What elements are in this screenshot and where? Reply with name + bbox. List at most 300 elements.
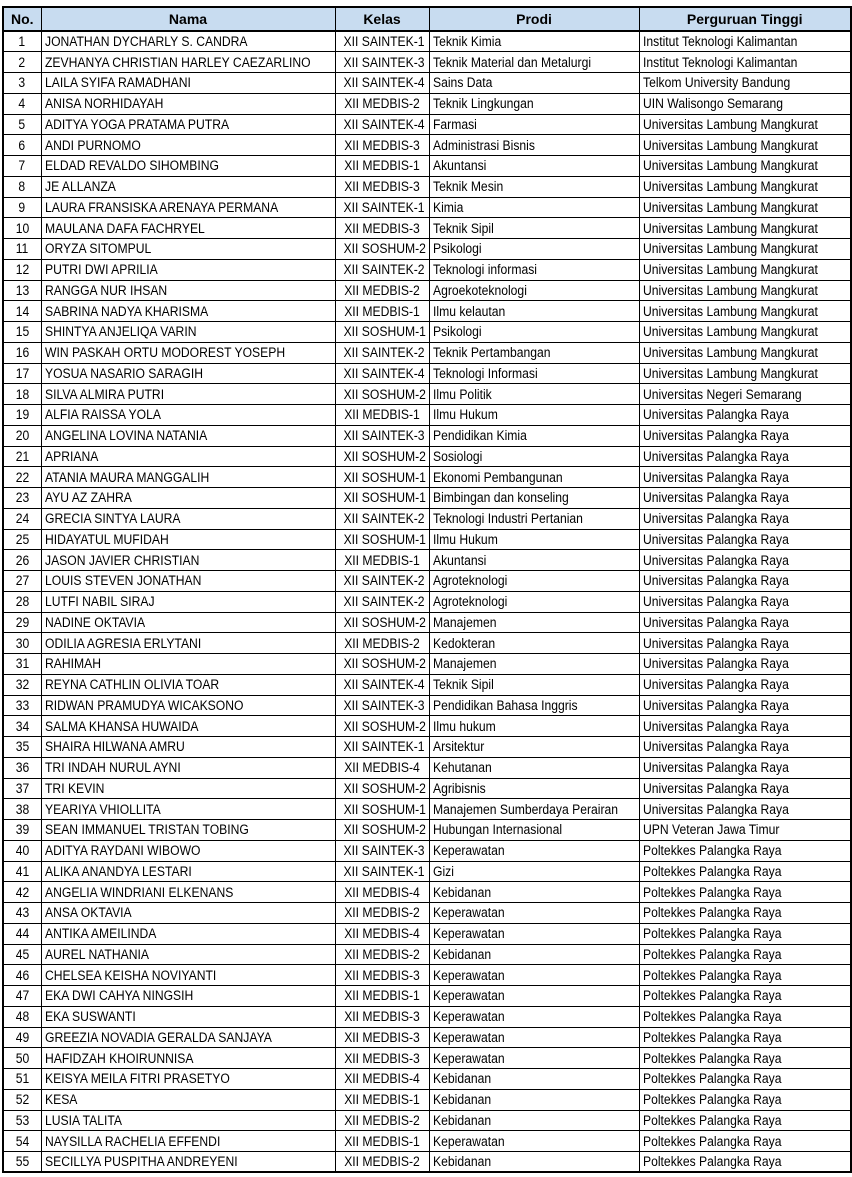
cell-no — [3, 508, 41, 529]
cell-text: XII SAINTEK-4 — [343, 365, 425, 381]
cell-text: Ilmu Hukum — [432, 407, 498, 423]
cell-text: Pendidikan Bahasa Inggris — [432, 697, 578, 713]
cell-kelas — [335, 156, 429, 177]
cell-text: APRIANA — [44, 448, 98, 464]
cell-nama — [41, 1027, 335, 1048]
cell-prodi — [429, 446, 639, 467]
cell-text: SHINTYA ANJELIQA VARIN — [44, 324, 196, 340]
cell-text: Poltekkes Palangka Raya — [642, 1050, 781, 1066]
cell-no — [3, 820, 41, 841]
cell-text: 23 — [15, 490, 30, 506]
cell-perguruan-tinggi — [639, 156, 851, 177]
table-row — [3, 944, 851, 965]
cell-text: NADINE OKTAVIA — [44, 614, 145, 630]
cell-text: 32 — [15, 677, 30, 693]
cell-text: WIN PASKAH ORTU MODOREST YOSEPH — [44, 345, 285, 361]
cell-no — [3, 1006, 41, 1027]
cell-text: 12 — [15, 262, 30, 278]
cell-prodi — [429, 612, 639, 633]
cell-text: Agroteknologi — [432, 573, 507, 589]
cell-text: XII MEDBIS-2 — [344, 1154, 420, 1170]
cell-perguruan-tinggi — [639, 31, 851, 52]
cell-perguruan-tinggi — [639, 488, 851, 509]
cell-text: Universitas Palangka Raya — [642, 760, 789, 776]
cell-prodi — [429, 176, 639, 197]
cell-text: 28 — [15, 594, 30, 610]
cell-nama — [41, 218, 335, 239]
cell-no — [3, 31, 41, 52]
cell-perguruan-tinggi — [639, 861, 851, 882]
cell-text: MAULANA DAFA FACHRYEL — [44, 220, 205, 236]
cell-text: 24 — [15, 511, 30, 527]
cell-text: XII SOSHUM-2 — [343, 241, 426, 257]
cell-kelas — [335, 820, 429, 841]
table-row — [3, 259, 851, 280]
cell-nama — [41, 840, 335, 861]
cell-prodi — [429, 529, 639, 550]
cell-kelas — [335, 197, 429, 218]
cell-text: YEARIYA VHIOLLITA — [44, 801, 161, 817]
cell-text: SALMA KHANSA HUWAIDA — [44, 718, 198, 734]
cell-no — [3, 1048, 41, 1069]
cell-nama — [41, 1089, 335, 1110]
cell-text: Poltekkes Palangka Raya — [642, 1029, 781, 1045]
cell-prodi — [429, 467, 639, 488]
cell-nama — [41, 695, 335, 716]
table-row — [3, 550, 851, 571]
cell-no — [3, 612, 41, 633]
table-row — [3, 612, 851, 633]
table-row — [3, 405, 851, 426]
table-row — [3, 176, 851, 197]
cell-kelas — [335, 1089, 429, 1110]
cell-kelas — [335, 1131, 429, 1152]
cell-text: Universitas Negeri Semarang — [642, 386, 802, 402]
cell-kelas — [335, 757, 429, 778]
cell-prodi — [429, 31, 639, 52]
cell-kelas — [335, 93, 429, 114]
cell-text: XII MEDBIS-4 — [344, 760, 420, 776]
cell-kelas — [335, 52, 429, 73]
cell-text: Poltekkes Palangka Raya — [642, 1154, 781, 1170]
cell-text: 10 — [15, 220, 30, 236]
cell-prodi — [429, 882, 639, 903]
cell-perguruan-tinggi — [639, 757, 851, 778]
cell-text: Teknik Mesin — [432, 179, 503, 195]
cell-no — [3, 633, 41, 654]
table-row — [3, 218, 851, 239]
table-row — [3, 737, 851, 758]
cell-text: Pendidikan Kimia — [432, 428, 527, 444]
table-row — [3, 508, 851, 529]
cell-text: 27 — [15, 573, 30, 589]
cell-nama — [41, 1131, 335, 1152]
cell-text: XII MEDBIS-2 — [344, 96, 420, 112]
cell-prodi — [429, 342, 639, 363]
cell-kelas — [335, 342, 429, 363]
table-row — [3, 467, 851, 488]
cell-text: 52 — [15, 1092, 30, 1108]
cell-nama — [41, 73, 335, 94]
cell-no — [3, 716, 41, 737]
cell-text: Universitas Lambung Mangkurat — [642, 137, 818, 153]
cell-text: Universitas Palangka Raya — [642, 531, 789, 547]
cell-text: TRI KEVIN — [44, 780, 104, 796]
cell-kelas — [335, 654, 429, 675]
cell-no — [3, 73, 41, 94]
cell-nama — [41, 135, 335, 156]
cell-kelas — [335, 550, 429, 571]
cell-no — [3, 778, 41, 799]
table-row — [3, 529, 851, 550]
cell-text: Psikologi — [432, 241, 482, 257]
cell-perguruan-tinggi — [639, 259, 851, 280]
cell-perguruan-tinggi — [639, 695, 851, 716]
table-row — [3, 571, 851, 592]
cell-kelas — [335, 571, 429, 592]
cell-no — [3, 259, 41, 280]
cell-perguruan-tinggi — [639, 716, 851, 737]
cell-text: 39 — [15, 822, 30, 838]
cell-text: Teknologi Industri Pertanian — [432, 511, 583, 527]
table-row — [3, 384, 851, 405]
cell-text: Universitas Lambung Mangkurat — [642, 241, 818, 257]
cell-text: RIDWAN PRAMUDYA WICAKSONO — [44, 697, 243, 713]
cell-text: 50 — [15, 1050, 30, 1066]
cell-text: Universitas Palangka Raya — [642, 697, 789, 713]
cell-no — [3, 840, 41, 861]
cell-no — [3, 654, 41, 675]
cell-text: Institut Teknologi Kalimantan — [642, 34, 797, 50]
cell-text: Keperawatan — [432, 967, 505, 983]
column-header-nama: Nama — [41, 7, 335, 31]
cell-text: XII MEDBIS-3 — [344, 220, 420, 236]
cell-text: Universitas Palangka Raya — [642, 594, 789, 610]
cell-nama — [41, 405, 335, 426]
cell-text: Universitas Palangka Raya — [642, 469, 789, 485]
cell-text: 40 — [15, 843, 30, 859]
cell-kelas — [335, 716, 429, 737]
cell-nama — [41, 1152, 335, 1173]
cell-text: Agroteknologi — [432, 594, 507, 610]
cell-text: LUTFI NABIL SIRAJ — [44, 594, 155, 610]
cell-text: Telkom University Bandung — [642, 75, 790, 91]
cell-text: Poltekkes Palangka Raya — [642, 905, 781, 921]
cell-text: XII MEDBIS-1 — [344, 158, 420, 174]
cell-text: Ilmu Politik — [432, 386, 492, 402]
table-row — [3, 1048, 851, 1069]
cell-text: Kimia — [432, 199, 463, 215]
cell-text: Hubungan Internasional — [432, 822, 562, 838]
cell-perguruan-tinggi — [639, 405, 851, 426]
table-row — [3, 923, 851, 944]
cell-kelas — [335, 446, 429, 467]
cell-perguruan-tinggi — [639, 197, 851, 218]
cell-no — [3, 218, 41, 239]
cell-nama — [41, 612, 335, 633]
cell-perguruan-tinggi — [639, 654, 851, 675]
table-row — [3, 757, 851, 778]
cell-text: RAHIMAH — [44, 656, 101, 672]
cell-kelas — [335, 923, 429, 944]
cell-perguruan-tinggi — [639, 446, 851, 467]
cell-text: XII SAINTEK-4 — [343, 116, 425, 132]
cell-prodi — [429, 1069, 639, 1090]
table-row — [3, 322, 851, 343]
cell-no — [3, 1152, 41, 1173]
cell-text: Teknik Material dan Metalurgi — [432, 54, 591, 70]
cell-text: Universitas Palangka Raya — [642, 552, 789, 568]
table-row — [3, 301, 851, 322]
cell-no — [3, 301, 41, 322]
cell-text: XII SAINTEK-2 — [343, 594, 425, 610]
cell-prodi — [429, 197, 639, 218]
cell-text: ADITYA RAYDANI WIBOWO — [44, 843, 200, 859]
cell-text: Universitas Palangka Raya — [642, 448, 789, 464]
cell-prodi — [429, 986, 639, 1007]
cell-prodi — [429, 218, 639, 239]
cell-perguruan-tinggi — [639, 986, 851, 1007]
cell-kelas — [335, 467, 429, 488]
cell-text: Poltekkes Palangka Raya — [642, 1009, 781, 1025]
cell-nama — [41, 363, 335, 384]
cell-text: Gizi — [432, 863, 454, 879]
cell-kelas — [335, 778, 429, 799]
cell-text: HAFIDZAH KHOIRUNNISA — [44, 1050, 194, 1066]
cell-nama — [41, 280, 335, 301]
cell-kelas — [335, 1048, 429, 1069]
cell-text: 25 — [15, 531, 30, 547]
cell-text: XII MEDBIS-3 — [344, 1050, 420, 1066]
cell-text: Universitas Palangka Raya — [642, 407, 789, 423]
cell-prodi — [429, 1006, 639, 1027]
cell-text: 47 — [15, 988, 30, 1004]
cell-text: 2 — [18, 54, 26, 70]
table-row — [3, 1069, 851, 1090]
cell-text: Universitas Palangka Raya — [642, 718, 789, 734]
cell-text: 6 — [18, 137, 26, 153]
cell-text: 11 — [15, 241, 29, 257]
cell-nama — [41, 529, 335, 550]
cell-text: XII SOSHUM-2 — [343, 780, 426, 796]
cell-perguruan-tinggi — [639, 1027, 851, 1048]
cell-perguruan-tinggi — [639, 280, 851, 301]
cell-nama — [41, 446, 335, 467]
cell-text: 48 — [15, 1009, 30, 1025]
cell-text: XII SAINTEK-1 — [343, 739, 425, 755]
cell-prodi — [429, 571, 639, 592]
cell-nama — [41, 571, 335, 592]
column-header-kelas: Kelas — [335, 7, 429, 31]
cell-perguruan-tinggi — [639, 529, 851, 550]
cell-text: XII SAINTEK-2 — [343, 573, 425, 589]
cell-text: Universitas Lambung Mangkurat — [642, 282, 818, 298]
cell-prodi — [429, 550, 639, 571]
cell-text: 4 — [18, 96, 26, 112]
cell-perguruan-tinggi — [639, 342, 851, 363]
cell-text: 34 — [15, 718, 30, 734]
cell-text: Universitas Palangka Raya — [642, 801, 789, 817]
cell-text: Universitas Lambung Mangkurat — [642, 199, 818, 215]
table-row — [3, 156, 851, 177]
table-row — [3, 1152, 851, 1173]
cell-nama — [41, 591, 335, 612]
cell-kelas — [335, 218, 429, 239]
cell-kelas — [335, 1006, 429, 1027]
cell-no — [3, 799, 41, 820]
cell-kelas — [335, 280, 429, 301]
column-header-prodi: Prodi — [429, 7, 639, 31]
cell-text: Universitas Lambung Mangkurat — [642, 262, 818, 278]
cell-text: XII MEDBIS-1 — [344, 407, 420, 423]
cell-no — [3, 923, 41, 944]
cell-text: 13 — [15, 282, 30, 298]
cell-no — [3, 529, 41, 550]
cell-text: Keperawatan — [432, 843, 505, 859]
cell-perguruan-tinggi — [639, 923, 851, 944]
cell-perguruan-tinggi — [639, 239, 851, 260]
cell-text: AUREL NATHANIA — [44, 946, 149, 962]
cell-nama — [41, 52, 335, 73]
cell-text: Universitas Lambung Mangkurat — [642, 220, 818, 236]
cell-prodi — [429, 508, 639, 529]
cell-text: Akuntansi — [432, 552, 486, 568]
cell-perguruan-tinggi — [639, 571, 851, 592]
cell-text: XII SAINTEK-2 — [343, 262, 425, 278]
cell-text: 54 — [15, 1133, 30, 1149]
cell-nama — [41, 820, 335, 841]
cell-text: ODILIA AGRESIA ERLYTANI — [44, 635, 201, 651]
cell-perguruan-tinggi — [639, 1131, 851, 1152]
cell-text: Keperawatan — [432, 1009, 505, 1025]
cell-text: Kebidanan — [432, 1154, 491, 1170]
cell-prodi — [429, 322, 639, 343]
cell-text: 21 — [15, 448, 30, 464]
cell-perguruan-tinggi — [639, 965, 851, 986]
cell-text: XII MEDBIS-2 — [344, 1112, 420, 1128]
cell-text: Kedokteran — [432, 635, 495, 651]
cell-no — [3, 156, 41, 177]
cell-perguruan-tinggi — [639, 944, 851, 965]
cell-perguruan-tinggi — [639, 882, 851, 903]
cell-text: XII MEDBIS-4 — [344, 1071, 420, 1087]
cell-no — [3, 93, 41, 114]
cell-prodi — [429, 114, 639, 135]
cell-text: XII SOSHUM-2 — [343, 448, 426, 464]
cell-text: Universitas Palangka Raya — [642, 490, 789, 506]
cell-perguruan-tinggi — [639, 176, 851, 197]
cell-text: Teknologi Informasi — [432, 365, 538, 381]
cell-text: Poltekkes Palangka Raya — [642, 946, 781, 962]
cell-perguruan-tinggi — [639, 467, 851, 488]
cell-prodi — [429, 488, 639, 509]
cell-text: 43 — [15, 905, 30, 921]
cell-text: Teknik Sipil — [432, 220, 494, 236]
cell-text: YOSUA NASARIO SARAGIH — [44, 365, 203, 381]
cell-no — [3, 674, 41, 695]
table-row — [3, 1110, 851, 1131]
cell-text: SABRINA NADYA KHARISMA — [44, 303, 208, 319]
cell-nama — [41, 467, 335, 488]
cell-text: Poltekkes Palangka Raya — [642, 1071, 781, 1087]
cell-text: XII SAINTEK-1 — [343, 863, 425, 879]
table-row — [3, 674, 851, 695]
cell-text: 41 — [15, 863, 30, 879]
cell-kelas — [335, 31, 429, 52]
cell-prodi — [429, 73, 639, 94]
cell-text: XII SOSHUM-2 — [343, 614, 426, 630]
cell-nama — [41, 156, 335, 177]
cell-no — [3, 1110, 41, 1131]
cell-text: XII MEDBIS-4 — [344, 926, 420, 942]
cell-text: EKA DWI CAHYA NINGSIH — [44, 988, 193, 1004]
cell-text: 44 — [15, 926, 30, 942]
cell-nama — [41, 654, 335, 675]
cell-text: XII MEDBIS-1 — [344, 1133, 420, 1149]
cell-text: XII SAINTEK-1 — [343, 199, 425, 215]
cell-nama — [41, 384, 335, 405]
cell-no — [3, 737, 41, 758]
cell-prodi — [429, 280, 639, 301]
table-row — [3, 820, 851, 841]
cell-text: Keperawatan — [432, 926, 505, 942]
table-row — [3, 1006, 851, 1027]
cell-text: Ilmu Hukum — [432, 531, 498, 547]
cell-nama — [41, 799, 335, 820]
cell-kelas — [335, 73, 429, 94]
cell-text: LAURA FRANSISKA ARENAYA PERMANA — [44, 199, 278, 215]
cell-nama — [41, 114, 335, 135]
cell-text: ALIKA ANANDYA LESTARI — [44, 863, 192, 879]
cell-text: Sains Data — [432, 75, 492, 91]
table-row — [3, 197, 851, 218]
cell-perguruan-tinggi — [639, 550, 851, 571]
cell-prodi — [429, 405, 639, 426]
cell-prodi — [429, 1027, 639, 1048]
cell-kelas — [335, 965, 429, 986]
cell-kelas — [335, 1152, 429, 1173]
cell-nama — [41, 1048, 335, 1069]
cell-text: Arsitektur — [432, 739, 484, 755]
cell-nama — [41, 508, 335, 529]
cell-nama — [41, 903, 335, 924]
cell-text: Poltekkes Palangka Raya — [642, 1112, 781, 1128]
cell-text: Universitas Palangka Raya — [642, 739, 789, 755]
cell-text: Poltekkes Palangka Raya — [642, 967, 781, 983]
cell-text: Teknik Lingkungan — [432, 96, 534, 112]
cell-kelas — [335, 425, 429, 446]
column-header-perguruan-tinggi: Perguruan Tinggi — [639, 7, 851, 31]
cell-text: 19 — [15, 407, 30, 423]
cell-text: UIN Walisongo Semarang — [642, 96, 783, 112]
cell-text: 17 — [15, 365, 30, 381]
cell-kelas — [335, 737, 429, 758]
cell-text: Poltekkes Palangka Raya — [642, 863, 781, 879]
cell-text: XII SAINTEK-2 — [343, 345, 425, 361]
cell-kelas — [335, 986, 429, 1007]
cell-text: Universitas Palangka Raya — [642, 780, 789, 796]
cell-text: Universitas Lambung Mangkurat — [642, 365, 818, 381]
cell-text: Kebidanan — [432, 1112, 491, 1128]
cell-nama — [41, 239, 335, 260]
cell-text: XII SAINTEK-4 — [343, 677, 425, 693]
cell-text: Universitas Lambung Mangkurat — [642, 303, 818, 319]
cell-text: Poltekkes Palangka Raya — [642, 843, 781, 859]
cell-text: Teknik Pertambangan — [432, 345, 551, 361]
cell-text: XII SOSHUM-2 — [343, 822, 426, 838]
cell-text: XII SAINTEK-4 — [343, 75, 425, 91]
cell-kelas — [335, 259, 429, 280]
